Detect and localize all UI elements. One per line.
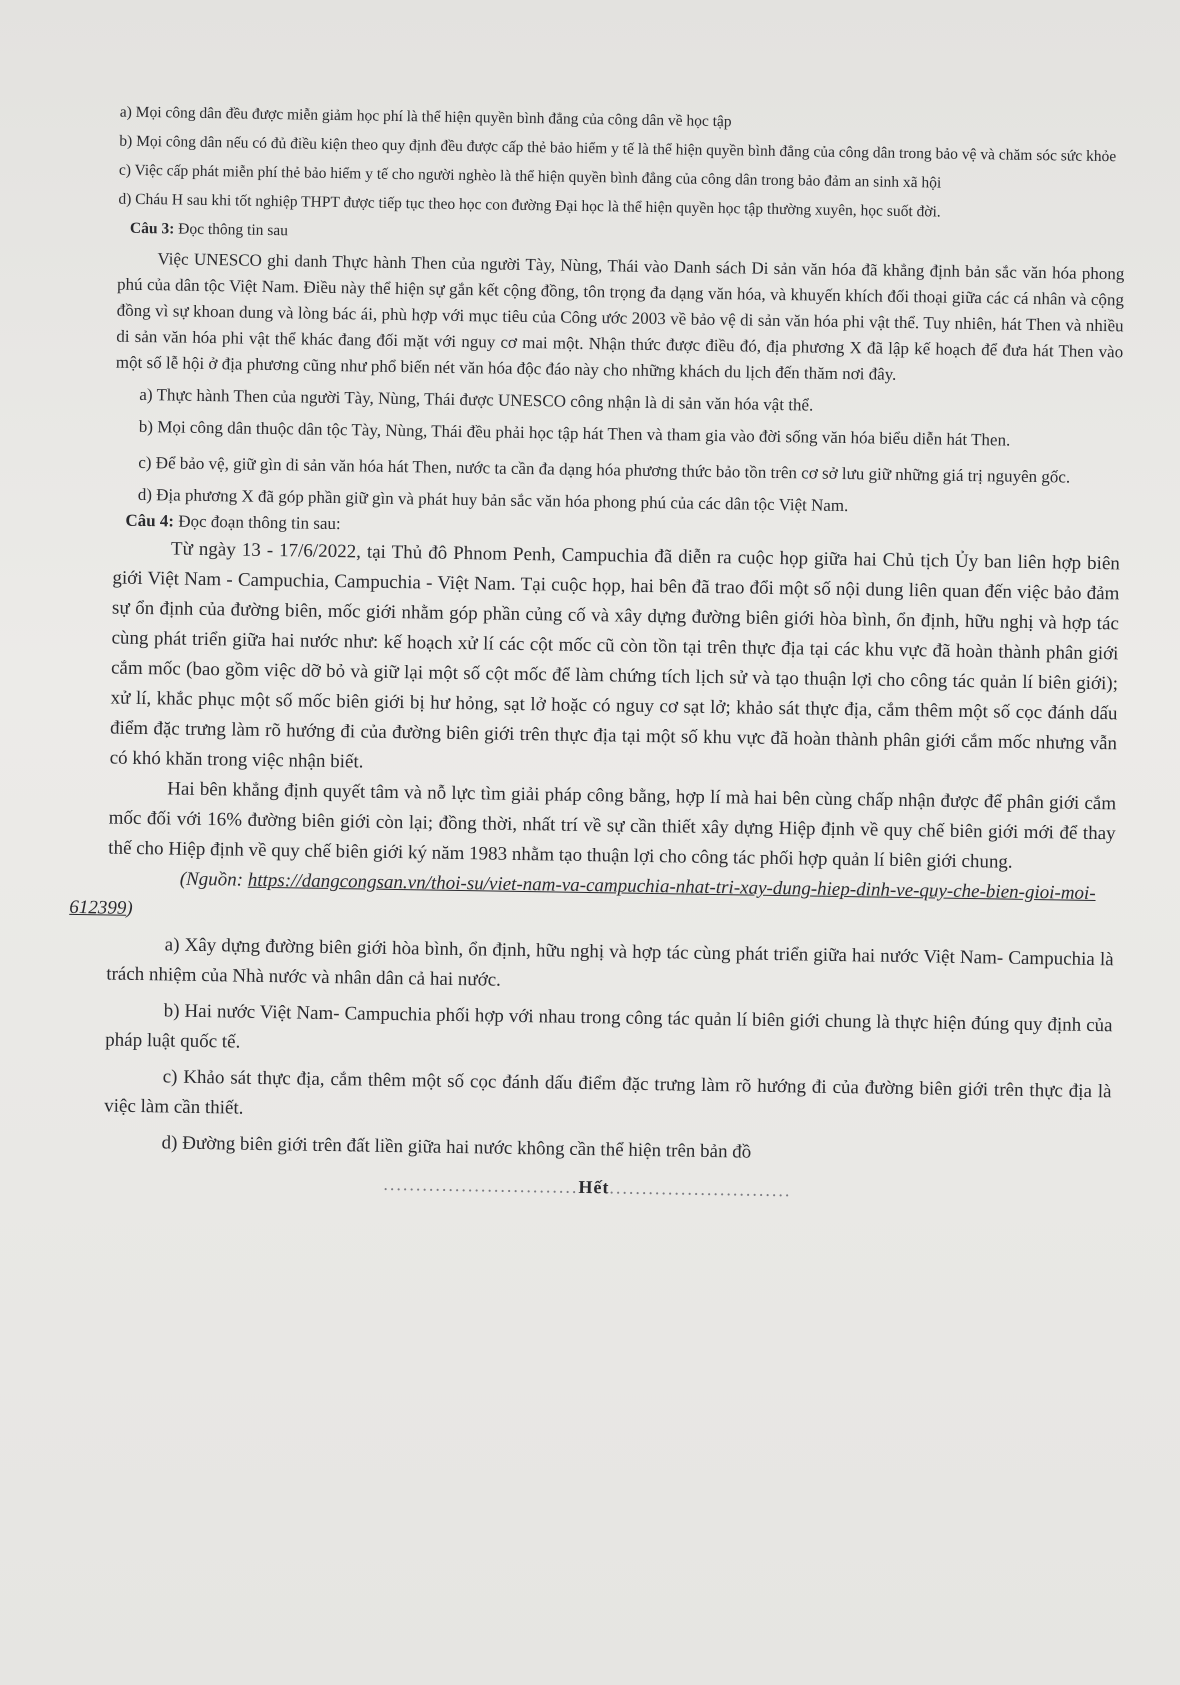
q4-option-a: a) Xây dựng đường biên giới hòa bình, ổn định, hữu nghị và hợp tác cùng phát triển giữa hai nước Việt Nam- Campuchia là trách nhiệm của Nhà nước và nhân dân cả hai nước. (106, 934, 1114, 991)
end-label: Hết (578, 1176, 610, 1198)
q4-option-c: c) Khảo sát thực địa, cắm thêm một số cọc đánh dấu điểm đặc trưng làm rõ hướng đi của đường biên giới trên thực địa là việc làm cần thiết. (104, 1066, 1112, 1119)
q3-label: Câu 3: (129, 219, 175, 238)
q3-passage: Việc UNESCO ghi danh Thực hành Then của người Tày, Nùng, Thái vào Danh sách Di sản văn hóa đã khẳng định bản sắc văn hóa phong phú của dân tộc Việt Nam. Điều này thể hiện sự gắn kết cộng đồng, tôn trọng đa dạng văn hóa, và khuyến khích đối thoại giữa các cá nhân và cộng đồng vì sự khoan dung và lòng bác ái, phù hợp với mục tiêu của Công ước 2003 về bảo vệ di sản văn hóa phi vật thể. Tuy nhiên, hát Then và nhiều di sản văn hóa phi vật thể khác đang đối mặt với nguy cơ mai một. Nhận thức được điều đó, địa phương X đã lập kế hoạch để đưa hát Then vào một số lễ hội ở địa phương cũng như phổ biến nét văn hóa độc đáo này cho những khách du lịch đến thăm nơi đây. (115, 249, 1125, 384)
end-dots-right: ............................ (609, 1177, 792, 1201)
q4-option-d: d) Đường biên giới trên đất liền giữa hai nước không cần thể hiện trên bản đồ (161, 1132, 752, 1163)
q4-passage-2: Hai bên khẳng định quyết tâm và nỗ lực tìm giải pháp công bằng, hợp lí mà hai bên cùng chấp nhận được để phân giới cắm mốc đối với 16% đường biên giới còn lại; đồng thời, nhất trí về sự cần thiết xây dựng Hiệp định về quy chế biên giới mới để thay thế cho Hiệp định về quy chế biên giới ký năm 1983 nhằm tạo thuận lợi cho công tác phối hợp quản lí biên giới chung. (108, 778, 1117, 873)
end-dots-left: .............................. (383, 1173, 579, 1197)
q2-option-a: a) Mọi công dân đều được miễn giảm học phí là thể hiện quyền bình đẳng của công dân về học tập (119, 103, 732, 131)
q3-option-b: b) Mọi công dân thuộc dân tộc Tày, Nùng, Thái đều phải học tập hát Then và tham gia vào đời sống văn hóa biểu diễn hát Then. (138, 416, 1011, 450)
q2-option-d: d) Cháu H sau khi tốt nghiệp THPT được tiếp tục theo học con đường Đại học là thể hiện quyền học tập thường xuyên, học suốt đời. (118, 190, 941, 221)
q4-source-lead: (Nguồn: (179, 868, 249, 891)
end-marker (65, 1169, 1110, 1206)
q3-option-c: c) Để bảo vệ, giữ gìn di sản văn hóa hát Then, nước ta cần đa dạng hóa phương thức bảo tồn trên cơ sở lưu giữ những giá trị nguyên gốc. (138, 452, 1071, 487)
q4-source-link[interactable]: https://dangcongsan.vn/thoi-su/viet-nam-va-campuchia-nhat-tri-xay-dung-hiep-dinh-ve-quy-che-bien-gioi-moi-612399 (69, 869, 1096, 919)
q4-prompt: Đọc đoạn thông tin sau: (178, 511, 341, 534)
document-content (65, 100, 1127, 1224)
q3-option-d: d) Địa phương X đã góp phần giữ gìn và phát huy bản sắc văn hóa phong phú của các dân tộc Việt Nam. (137, 484, 849, 516)
q2-option-b: b) Mọi công dân nếu có đủ điều kiện theo quy định đều được cấp thẻ bảo hiểm y tế là thể hiện quyền bình đẳng của công dân trong bảo vệ và chăm sóc sức khỏe (119, 132, 1117, 166)
q3-prompt: Đọc thông tin sau (178, 220, 289, 240)
q4-passage-1: Từ ngày 13 - 17/6/2022, tại Thủ đô Phnom Penh, Campuchia đã diễn ra cuộc họp giữa hai Chủ tịch Ủy ban liên hợp biên giới Việt Nam - Campuchia, Campuchia - Việt Nam. Tại cuộc họp, hai bên đã trao đổi một số nội dung liên quan đến việc bảo đảm sự ổn định của đường biên, mốc giới nhằm góp phần củng cố và xây dựng đường biên giới hòa bình, ổn định, hữu nghị và hợp tác cùng phát triển giữa hai nước như: kế hoạch xử lí các cột mốc cũ còn tồn tại trên thực địa tại các khu vực đã hoàn thành phân giới cắm mốc (bao gồm việc dỡ bỏ và giữ lại một số cột mốc để làm chứng tích lịch sử và tạo thuận lợi cho công tác quản lí biên giới); xử lí, khắc phục một số mốc biên giới bị hư hỏng, sạt lở hoặc có nguy cơ sạt lở; khảo sát thực địa, cắm thêm một số cọc đánh dấu điểm đặc trưng làm rõ hướng đi của đường biên giới trên thực địa tại một số khu vực đã hoàn thành phân giới cắm mốc nhưng vẫn có khó khăn trong việc nhận biết. (109, 538, 1121, 773)
q2-option-c: c) Việc cấp phát miễn phí thẻ bảo hiểm y tế cho người nghèo là thể hiện quyền bình đẳng của công dân trong bảo đảm an sinh xã hội (118, 161, 942, 192)
q4-label: Câu 4: (125, 510, 175, 531)
q4-source-close: ) (126, 897, 133, 919)
q3-option-a: a) Thực hành Then của người Tày, Nùng, Thái được UNESCO công nhận là di sản văn hóa vật thể. (139, 384, 814, 415)
q4-option-b: b) Hai nước Việt Nam- Campuchia phối hợp với nhau trong công tác quản lí biên giới chung là thực hiện đúng quy định của pháp luật quốc tế. (105, 1000, 1113, 1053)
